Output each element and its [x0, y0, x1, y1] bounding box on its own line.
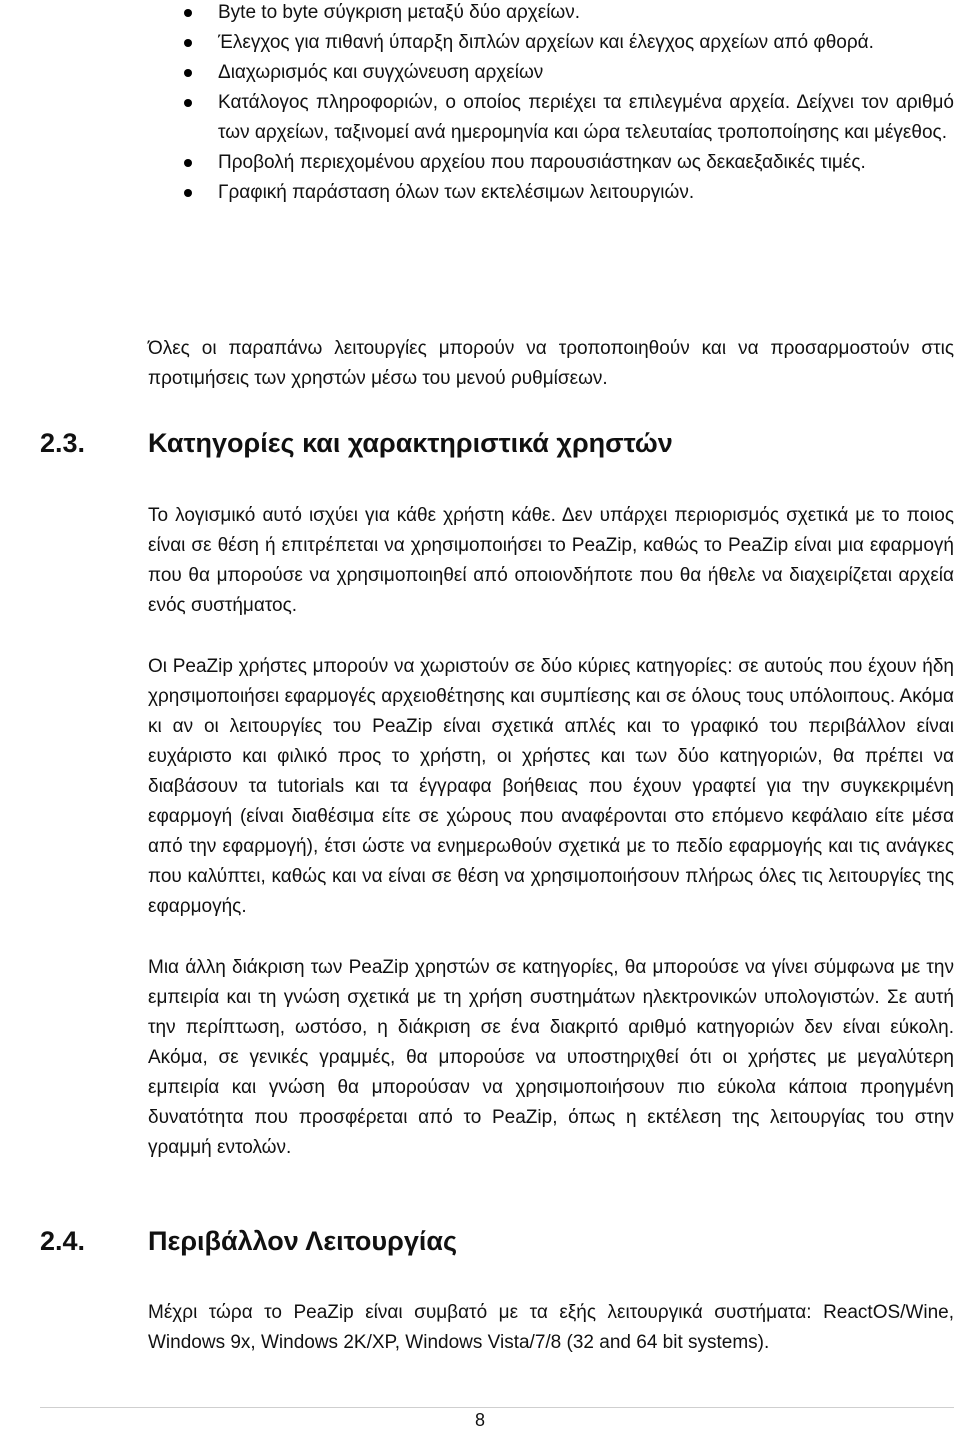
users-paragraph-3: Μια άλλη διάκριση των PeaZip χρηστών σε κατηγορίες, θα μπορούσε να γίνει σύμφωνα με την εμπειρία και τη γνώση σχετικά με τη χρήση συστημάτων ηλεκτρονικών υπολογιστών. Σε αυτή την περίπτωση, ωστόσο, η διάκριση σε ένα διακριτό αριθμό κατηγοριών δεν είναι εύκολη. Ακόμα, σε γενικές γραμμές, θα μπορούσε να υποστηριχθεί ότι οι χρήστες με μεγαλύτερη εμπειρία και γνώση θα μπορούσαν να χρησιμοποιήσουν πιο εύκολα κάποια προηγμένη δυνατότητα που προσφέρεται από το PeaZip, όπως η εκτέλεση της λειτουργίας του στην γραμμή εντολών. [148, 957, 954, 1158]
list-item-text: Διαχωρισμός και συγχώνευση αρχείων [218, 62, 544, 83]
users-paragraph-2: Οι PeaZip χρήστες μπορούν να χωριστούν σε δύο κύριες κατηγορίες: σε αυτούς που έχουν ήδη χρησιμοποιήσει εφαρμογές αρχειοθέτησης και συμπίεσης και σε όλους τους υπόλοιπους. Ακόμα κι αν οι λειτουργίες του PeaZip είναι σχετικά απλές και το γραφικό του περιβάλλον είναι ευχάριστο και φιλικό προς το χρήστη, οι χρήστες και των δύο κατηγοριών, θα πρέπει να διαβάσουν τα tutorials και τα έγγραφα βοήθειας που έχουν γραφτεί για την συγκεκριμένη εφαρμογή (είναι διαθέσιμα είτε σε χώρους που αναφέρονται στο επόμενο κεφάλαιο είτε μέσα από την εφαρμογή), έτσι ώστε να ενημερωθούν σχετικά με το πεδίο εφαρμογής και τις ανάγκες που καλύπτει, καθώς και να είναι σε θέση να χρησιμοποιήσουν πλήρως όλες τις λειτουργίες της εφαρμογής. [148, 656, 954, 917]
section-title: Περιβάλλον Λειτουργίας [148, 1226, 457, 1256]
section-title: Κατηγορίες και χαρακτηριστικά χρηστών [148, 428, 673, 458]
list-item-text: Κατάλογος πληροφοριών, ο οποίος περιέχει τα επιλεγμένα αρχεία. Δείχνει τον αριθμό των αρχείων, ταξινομεί ανά ημερομηνία και ώρα τελευταίας τροποποίησης και μέγεθος. [218, 92, 954, 143]
list-item-text: Byte to byte σύγκριση μεταξύ δύο αρχείων. [218, 2, 581, 23]
bullet-icon [184, 99, 192, 107]
section-number: 2.3. [40, 428, 86, 458]
list-item [148, 148, 954, 178]
feature-bullet-list [148, 0, 954, 208]
page-number: 8 [474, 1410, 485, 1430]
list-item [148, 88, 954, 148]
bullet-icon [184, 189, 192, 197]
bullet-icon [184, 39, 192, 47]
bullet-icon [184, 9, 192, 17]
intro-paragraph: Όλες οι παραπάνω λειτουργίες μπορούν να τροποποιηθούν και να προσαρμοστούν στις προτιμήσεις των χρηστών μέσω του μενού ρυθμίσεων. [148, 338, 954, 389]
list-item-text: Έλεγχος για πιθανή ύπαρξη διπλών αρχείων και έλεγχος αρχείων από φθορά. [218, 32, 874, 53]
section-number: 2.4. [40, 1226, 86, 1256]
environment-paragraph: Μέχρι τώρα το PeaZip είναι συμβατό με τα εξής λειτουργικά συστήματα: ReactOS/Wine, Windows 9x, Windows 2K/XP, Windows Vista/7/8 (32 and 64 bit systems). [148, 1302, 954, 1353]
section-heading-2-4 [40, 1224, 457, 1258]
users-paragraph-1: Το λογισμικό αυτό ισχύει για κάθε χρήστη κάθε. Δεν υπάρχει περιορισμός σχετικά με το ποιος είναι σε θέση ή επιτρέπεται να χρησιμοποιήσει το PeaZip, καθώς το PeaZip είναι μια εφαρμογή που θα μπορούσε να χρησιμοποιηθεί από οποιονδήποτε που θα ήθελε να διαχειρίζεται αρχεία ενός συστήματος. [148, 505, 954, 616]
bullet-icon [184, 159, 192, 167]
bullet-icon [184, 69, 192, 77]
list-item-text: Προβολή περιεχομένου αρχείου που παρουσιάστηκαν ως δεκαεξαδικές τιμές. [218, 152, 866, 173]
list-item [148, 0, 954, 28]
section-heading-2-3 [40, 426, 673, 460]
list-item [148, 178, 954, 208]
list-item-text: Γραφική παράσταση όλων των εκτελέσιμων λειτουργιών. [218, 182, 695, 203]
list-item [148, 28, 954, 58]
list-item [148, 58, 954, 88]
